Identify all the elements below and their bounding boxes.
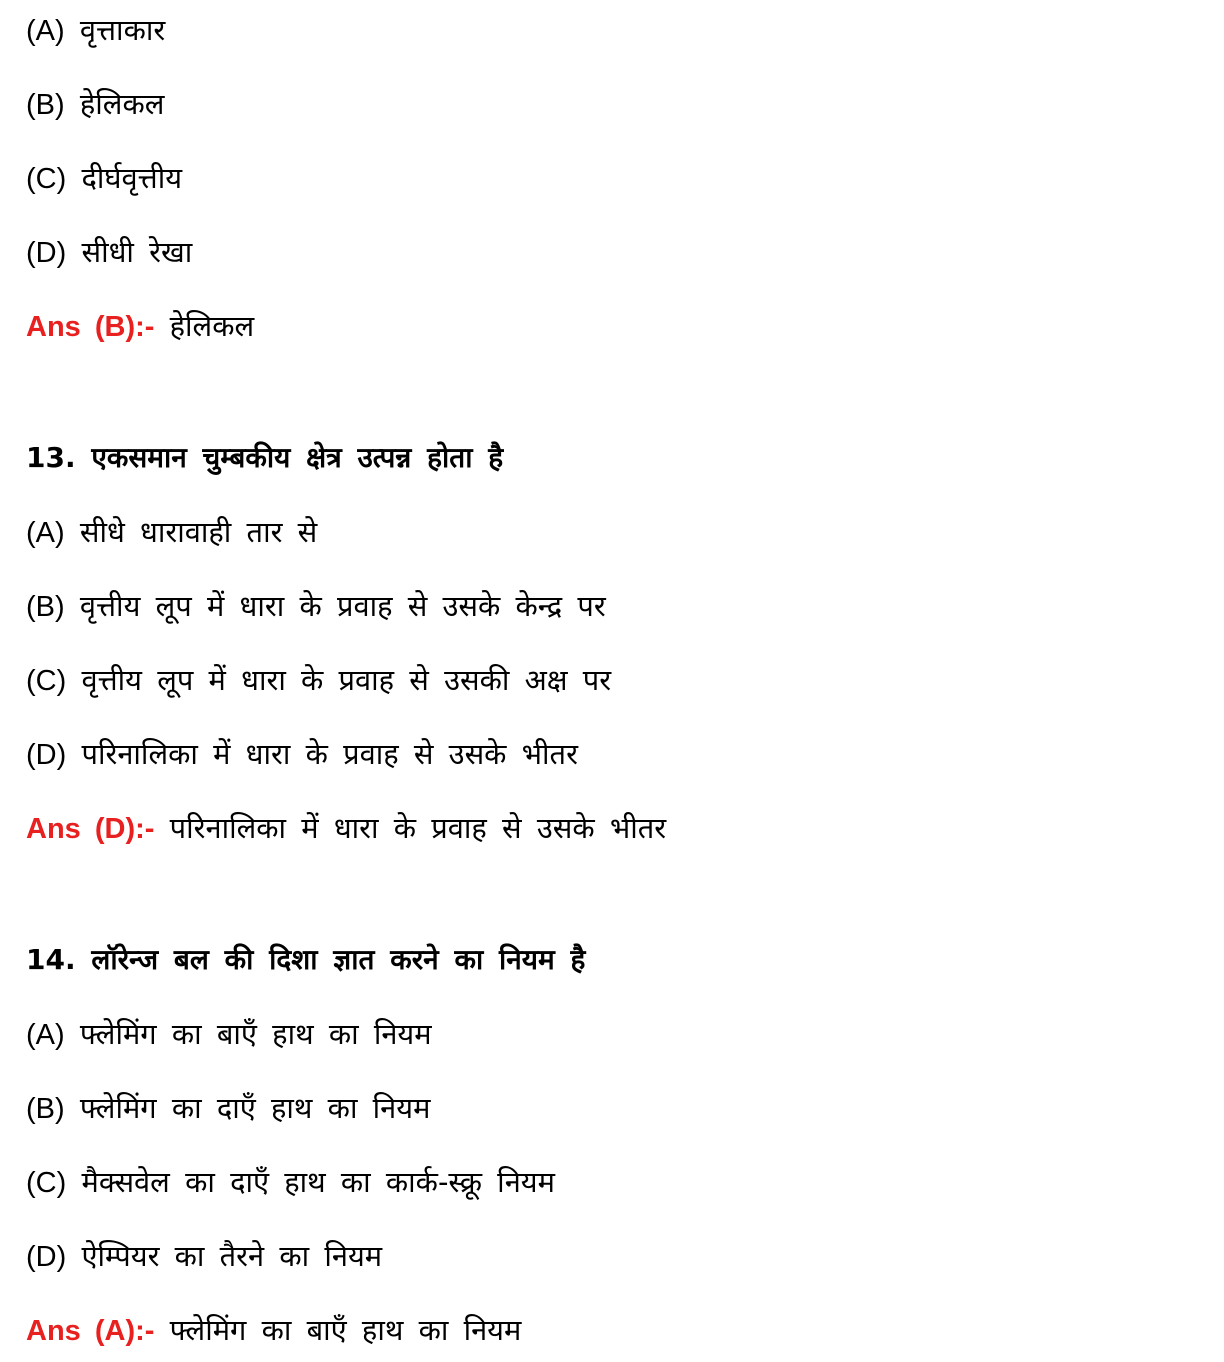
- option-d: [26, 1236, 382, 1276]
- option-label: (A): [26, 517, 65, 549]
- option-label: (A): [26, 1019, 65, 1051]
- answer-label: Ans (A):-: [26, 1315, 155, 1347]
- option-a: [26, 1014, 432, 1054]
- option-b: [26, 1088, 430, 1128]
- option-text: दीर्घवृत्तीय: [81, 161, 183, 195]
- answer-label: Ans (D):-: [26, 813, 155, 845]
- option-text: फ्लेमिंग का बाएँ हाथ का नियम: [79, 1017, 432, 1051]
- option-c: [26, 1162, 555, 1202]
- option-text: वृत्तीय लूप में धारा के प्रवाह से उसके केन्द्र पर: [79, 589, 606, 623]
- option-label: (D): [26, 739, 67, 771]
- option-d: [26, 734, 578, 774]
- option-c: [26, 660, 611, 700]
- answer-line: [26, 1310, 521, 1350]
- option-text: परिनालिका में धारा के प्रवाह से उसके भीतर: [81, 737, 578, 771]
- option-label: (D): [26, 1241, 67, 1273]
- option-text: फ्लेमिंग का दाएँ हाथ का नियम: [79, 1091, 431, 1125]
- option-b: [26, 586, 606, 626]
- option-label: (C): [26, 665, 67, 697]
- option-text: ऐम्पियर का तैरने का नियम: [81, 1239, 383, 1273]
- answer-line: [26, 808, 666, 848]
- option-text: वृत्तीय लूप में धारा के प्रवाह से उसकी अक्ष पर: [81, 663, 612, 697]
- answer-text: परिनालिका में धारा के प्रवाह से उसके भीतर: [169, 811, 667, 845]
- option-text: सीधी रेखा: [81, 235, 193, 269]
- option-a: [26, 512, 317, 552]
- option-b: [26, 84, 164, 124]
- option-text: हेलिकल: [79, 87, 165, 121]
- option-label: (C): [26, 163, 67, 195]
- option-text: सीधे धारावाही तार से: [79, 515, 318, 549]
- answer-text: हेलिकल: [169, 309, 255, 343]
- option-label: (B): [26, 89, 65, 121]
- option-c: [26, 158, 182, 198]
- option-text: वृत्ताकार: [79, 13, 166, 47]
- option-label: (C): [26, 1167, 67, 1199]
- answer-line: [26, 306, 254, 346]
- option-label: (D): [26, 237, 67, 269]
- option-label: (A): [26, 15, 65, 47]
- option-a: [26, 10, 165, 50]
- option-label: (B): [26, 1093, 65, 1125]
- option-label: (B): [26, 591, 65, 623]
- question-13: 13. एकसमान चुम्बकीय क्षेत्र उत्पन्न होता है: [26, 441, 504, 474]
- question-14: 14. लॉरेन्ज बल की दिशा ज्ञात करने का नियम है: [26, 943, 586, 976]
- answer-label: Ans (B):-: [26, 311, 155, 343]
- answer-text: फ्लेमिंग का बाएँ हाथ का नियम: [169, 1313, 522, 1347]
- option-d: [26, 232, 192, 272]
- option-text: मैक्सवेल का दाएँ हाथ का कार्क-स्क्रू नियम: [81, 1165, 555, 1199]
